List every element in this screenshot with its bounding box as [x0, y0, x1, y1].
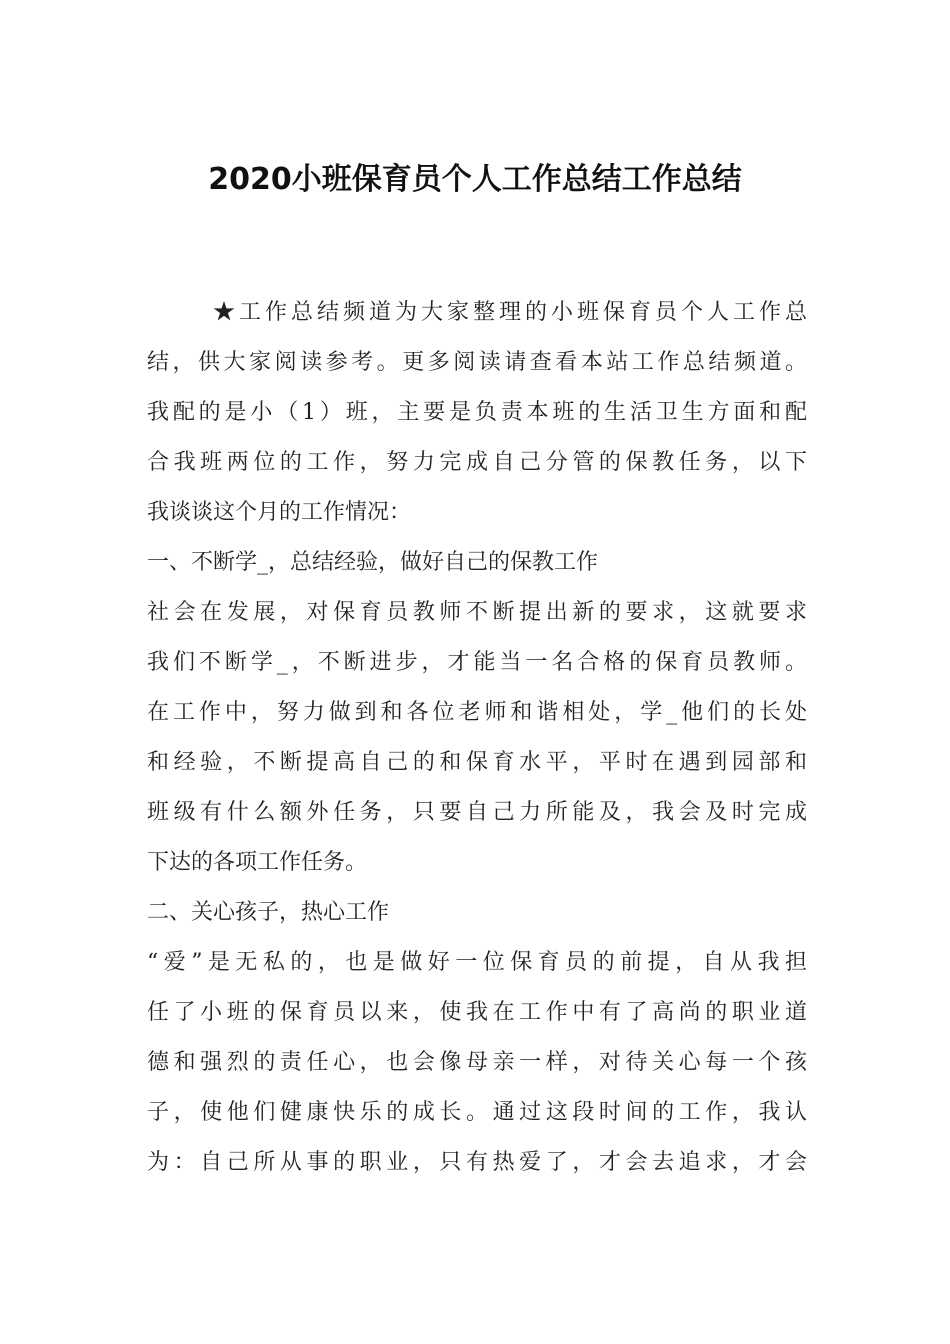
body-line: 为：自己所从事的职业，只有热爱了，才会去追求，才会: [147, 1150, 807, 1175]
body-line: 一、不断学_，总结经验，做好自己的保教工作: [147, 550, 599, 575]
body-line: 我谈谈这个月的工作情况：: [147, 500, 412, 525]
body-line: 我们不断学_，不断进步，才能当一名合格的保育员教师。: [147, 650, 807, 675]
body-line: 合我班两位的工作，努力完成自己分管的保教任务，以下: [147, 450, 807, 475]
document-body: [147, 288, 807, 1188]
body-line: 在工作中，努力做到和各位老师和谐相处，学_他们的长处: [147, 700, 807, 725]
page-title: 2020小班保育员个人工作总结工作总结: [208, 162, 742, 197]
body-line: 德和强烈的责任心，也会像母亲一样，对待关心每一个孩: [147, 1050, 807, 1075]
body-line: 我配的是小（1）班，主要是负责本班的生活卫生方面和配: [147, 400, 807, 425]
body-line: 子，使他们健康快乐的成长。通过这段时间的工作，我认: [147, 1100, 807, 1125]
body-line: 结，供大家阅读参考。更多阅读请查看本站工作总结频道。: [147, 350, 807, 375]
body-line: 社会在发展，对保育员教师不断提出新的要求，这就要求: [147, 600, 807, 625]
body-line: ★工作总结频道为大家整理的小班保育员个人工作总: [213, 300, 807, 325]
body-line: 班级有什么额外任务，只要自己力所能及，我会及时完成: [147, 800, 807, 825]
body-line: 二、关心孩子，热心工作: [147, 900, 390, 925]
body-line: 下达的各项工作任务。: [147, 850, 368, 875]
body-line: “爱”是无私的，也是做好一位保育员的前提，自从我担: [147, 950, 807, 975]
body-line: 和经验，不断提高自己的和保育水平，平时在遇到园部和: [147, 750, 807, 775]
body-line: 任了小班的保育员以来，使我在工作中有了高尚的职业道: [147, 1000, 807, 1025]
